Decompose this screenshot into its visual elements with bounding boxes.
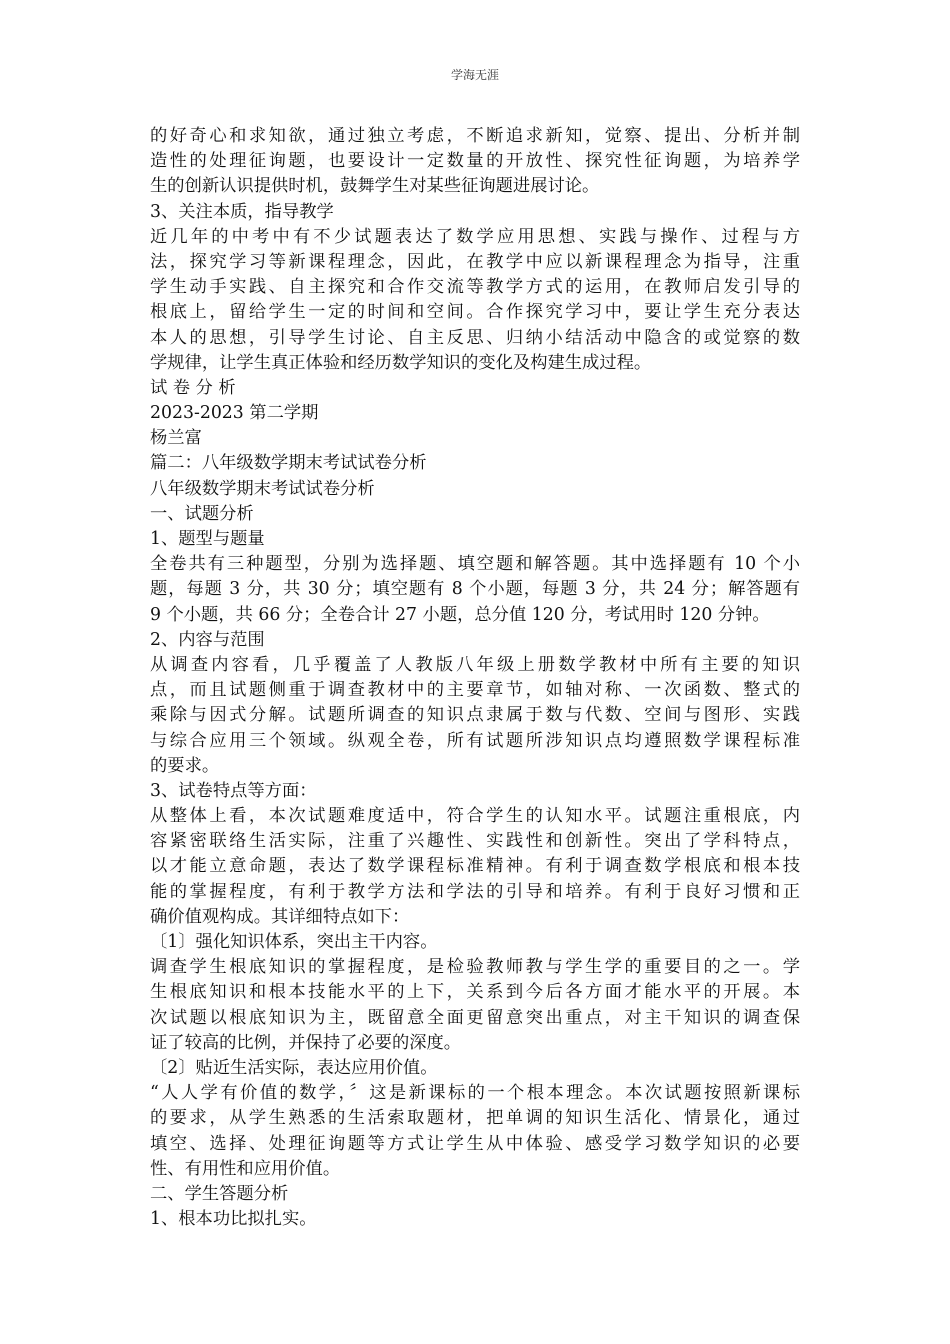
text-line: 2023-2023 第二学期: [150, 403, 319, 424]
text-line: 学规律，让学生真正体验和经历数学知识的变化及构建生成过程。: [150, 352, 652, 373]
text-line: 的要求。: [150, 755, 220, 776]
text-line: 根底上，留给学生一定的时间和空间。合作探究学习中，要让学生充分表达: [150, 302, 800, 323]
text-line: 容紧密联络生活实际，注重了兴趣性、实践性和创新性。突出了学科特点，: [150, 831, 800, 852]
text-line: 生的创新认识提供时机，鼓舞学生对某些征询题进展讨论。: [150, 176, 600, 197]
text-line: 性、有用性和应用价值。: [150, 1158, 341, 1179]
text-line: 次试题以根底知识为主，既留意全面更留意突出重点，对主干知识的调查保: [150, 1007, 800, 1028]
text-line: 造性的处理征询题，也要设计一定数量的开放性、探究性征询题，为培养学: [150, 151, 800, 172]
text-line: 1、根本功比拟扎实。: [150, 1209, 317, 1230]
text-line: 2、内容与范围: [150, 629, 265, 650]
document-body: [150, 124, 800, 1232]
text-line: 本人的思想，引导学生讨论、自主反思、归纳小结活动中隐含的或觉察的数: [150, 327, 800, 348]
text-line: 与综合应用三个领域。纵观全卷，所有试题所涉知识点均遵照数学课程标准: [150, 730, 800, 751]
text-line: 法，探究学习等新课程理念，因此，在教学中应以新课程理念为指导，注重: [150, 251, 800, 272]
text-line: 3、关注本质，指导教学: [150, 201, 334, 222]
text-line: “人人学有价值的数学，〞这是新课标的一个根本理念。本次试题按照新课标: [150, 1083, 800, 1104]
text-line: 证了较高的比例，并保持了必要的深度。: [150, 1032, 462, 1053]
text-line: 全卷共有三种题型，分别为选择题、填空题和解答题。其中选择题有 10 个小: [150, 554, 800, 575]
text-line: 〔2〕贴近生活实际，表达应用价值。: [150, 1057, 438, 1078]
text-line: 填空、选择、处理征询题等方式让学生从中体验、感受学习数学知识的必要: [150, 1133, 800, 1154]
text-line: 二、学生答题分析: [150, 1183, 289, 1204]
text-line: 能的掌握程度，有利于教学方法和学法的引导和培养。有利于良好习惯和正: [150, 881, 800, 902]
text-line: 学生动手实践、自主探究和合作交流等教学方式的运用，在教师启发引导的: [150, 277, 800, 298]
page-header: 学海无涯: [450, 68, 499, 82]
text-line: 杨兰富: [150, 428, 202, 449]
text-line: 篇二：八年级数学期末考试试卷分析: [150, 453, 427, 474]
text-line: 的要求，从学生熟悉的生活索取题材，把单调的知识生活化、情景化，通过: [150, 1108, 800, 1129]
text-line: 从整体上看，本次试题难度适中，符合学生的认知水平。试题注重根底，内: [150, 806, 800, 827]
text-line: 乘除与因式分解。试题所调查的知识点隶属于数与代数、空间与图形、实践: [150, 705, 800, 726]
text-line: 生根底知识和根本技能水平的上下，关系到今后各方面才能水平的开展。本: [150, 982, 800, 1003]
text-line: 试 卷 分 析: [150, 377, 236, 398]
text-line: 题，每题 3 分，共 30 分；填空题有 8 个小题，每题 3 分，共 24 分；解答题有: [150, 579, 800, 600]
text-line: 八年级数学期末考试试卷分析: [150, 478, 375, 499]
text-line: 3、试卷特点等方面：: [150, 780, 317, 801]
text-line: 的好奇心和求知欲，通过独立考虑，不断追求新知，觉察、提出、分析并制: [150, 126, 800, 146]
text-line: 点，而且试题侧重于调查教材中的主要章节，如轴对称、一次函数、整式的: [150, 680, 800, 701]
text-line: 一、试题分析: [150, 503, 254, 524]
text-line: 以才能立意命题，表达了数学课程标准精神。有利于调查数学根底和根本技: [150, 856, 800, 877]
text-line: 9 个小题，共 66 分；全卷合计 27 小题，总分值 120 分，考试用时 120 分钟。: [150, 604, 770, 625]
text-line: 近几年的中考中有不少试题表达了数学应用思想、实践与操作、过程与方: [150, 226, 800, 247]
text-line: 调查学生根底知识的掌握程度，是检验教师教与学生学的重要目的之一。学: [150, 957, 800, 978]
text-line: 确价值观构成。其详细特点如下：: [150, 906, 410, 927]
text-line: 从调查内容看，几乎覆盖了人教版八年级上册数学教材中所有主要的知识: [150, 654, 800, 675]
text-line: 1、题型与题量: [150, 529, 265, 549]
text-line: 〔1〕强化知识体系，突出主干内容。: [150, 932, 438, 952]
